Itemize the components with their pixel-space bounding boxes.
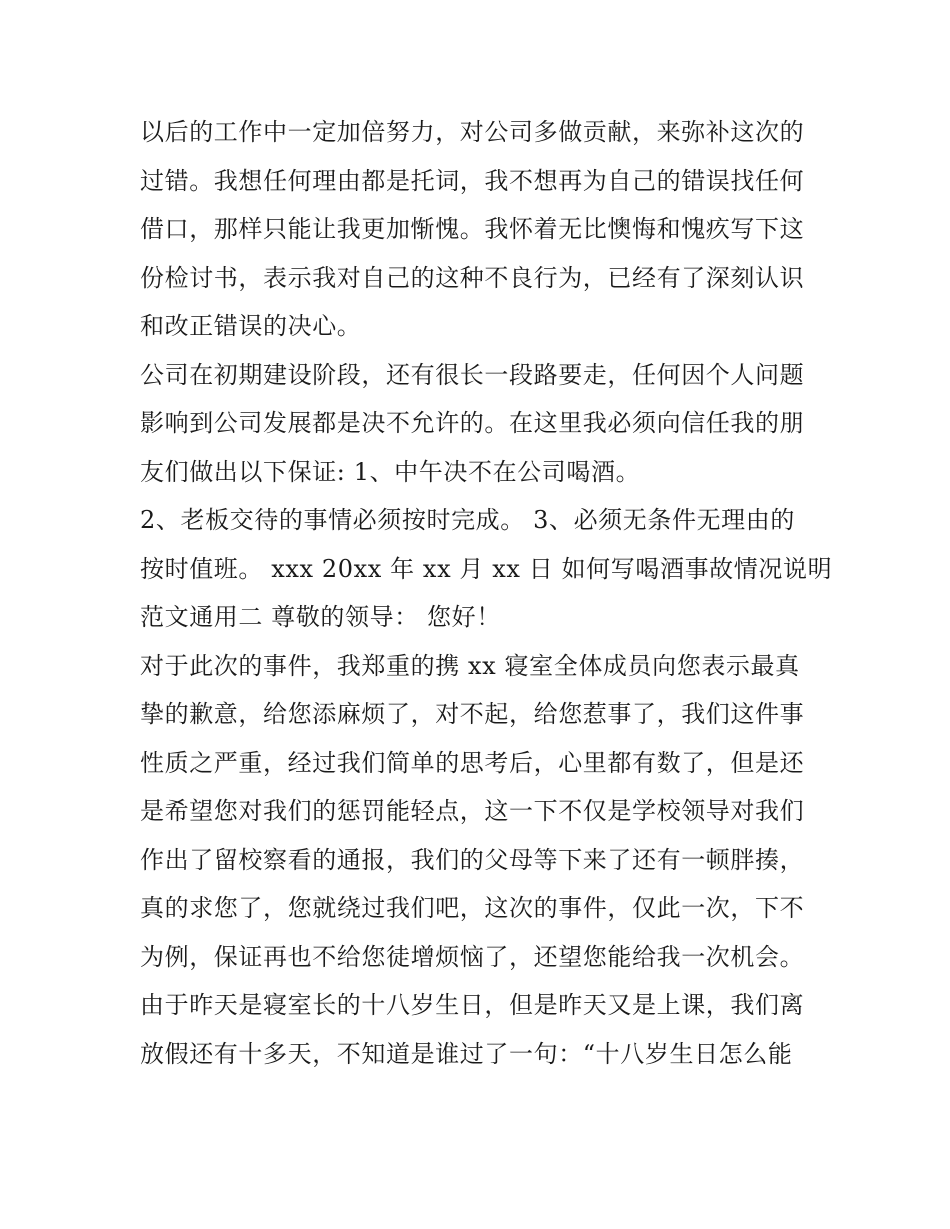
text-line: 放假还有十多天，不知道是谁过了一句：“十八岁生日怎么能 (140, 1039, 793, 1068)
text-line: 由于昨天是寝室长的十八岁生日，但是昨天又是上课，我们离 (140, 991, 805, 1019)
text-line: 公司在初期建设阶段，还有很长一段路要走，任何因个人问题 (140, 360, 805, 389)
text-line: 是希望您对我们的惩罚能轻点，这一下不仅是学校领导对我们 (140, 797, 805, 825)
text-line: 为例，保证再也不给您徒增烦恼了，还望您能给我一次机会。 (140, 942, 805, 971)
text-line: 挚的歉意，给您添麻烦了，对不起，给您惹事了，我们这件事 (140, 700, 805, 728)
text-line: 作出了留校察看的通报，我们的父母等下来了还有一顿胖揍， (140, 845, 805, 874)
text-line: 影响到公司发展都是决不允许的。在这里我必须向信任我的朋 (140, 409, 805, 437)
text-line: 性质之严重，经过我们简单的思考后，心里都有数了，但是还 (140, 748, 805, 777)
text-line: 真的求您了，您就绕过我们吧，这次的事件，仅此一次，下不 (140, 894, 805, 922)
text-line: 按时值班。 xxx 20xx 年 xx 月 xx 日 如何写喝酒事故情况说明 (140, 554, 833, 583)
text-line: 以后的工作中一定加倍努力，对公司多做贡献，来弥补这次的 (140, 118, 805, 146)
text-line: 和改正错误的决心。 (140, 312, 362, 340)
text-line: 过错。我想任何理由都是托词，我不想再为自己的错误找任何 (140, 166, 805, 195)
text-line: 份检讨书，表示我对自己的这种不良行为，已经有了深刻认识 (140, 263, 805, 292)
document-body (140, 108, 833, 1078)
text-line: 对于此次的事件，我郑重的携 xx 寝室全体成员向您表示最真 (140, 651, 800, 680)
text-line: 借口，那样只能让我更加惭愧。我怀着无比懊悔和愧疚写下这 (140, 215, 805, 243)
text-line: 友们做出以下保证: 1、中午决不在公司喝酒。 (140, 457, 641, 486)
text-line: 范文通用二 尊敬的领导： 您好！ (140, 603, 501, 631)
text-line: 2、老板交待的事情必须按时完成。 3、必须无条件无理由的 (140, 506, 795, 534)
